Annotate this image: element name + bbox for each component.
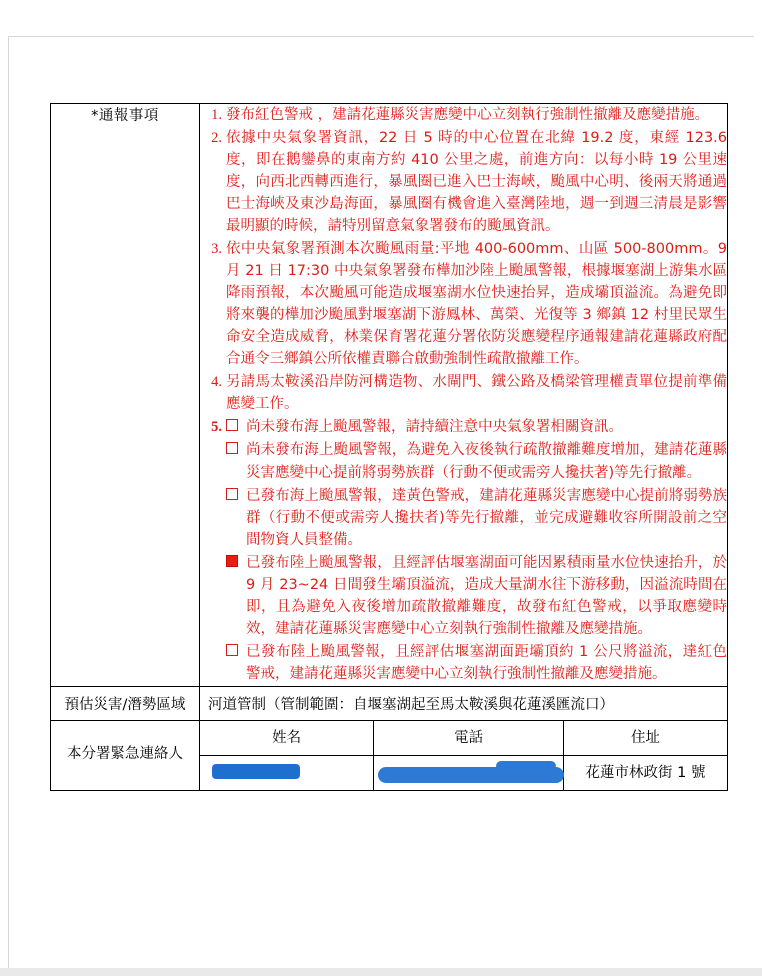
checkbox-option-list [226,416,727,684]
contact-header-name: 姓名 [200,721,374,756]
notification-table-wrapper [50,103,728,791]
notification-table [50,103,728,791]
contact-header-address: 住址 [563,721,727,756]
checkbox-option-selected[interactable] [226,552,727,640]
redaction-bar [496,761,556,771]
item-number: 5. [211,419,222,436]
damage-label: 預估災害/潛勢區域 [64,696,186,713]
contact-value-address: 花蓮市林政街 1 號 [563,755,727,790]
notify-content-cell [200,104,728,687]
table-row-damage [51,686,728,720]
checkbox-option-label: 已發布陸上颱風警報，且經評估堰塞湖面距壩頂約 1 公尺將溢流，達紅色警戒，建請花蓮縣災害應變中心立刻執行強制性撤離及應變措施。 [246,643,727,682]
table-row-notify [51,104,728,687]
item-number: 1. [211,107,222,123]
notify-label: *通報事項 [91,108,159,124]
checkbox-unchecked-icon[interactable] [226,488,238,500]
table-row-contact [51,720,728,790]
damage-label-cell [51,686,200,720]
checkbox-option[interactable] [226,485,727,551]
checkbox-unchecked-icon[interactable] [226,442,238,454]
damage-value: 河道管制（管制範圍：自堰塞湖起至馬太鞍溪與花蓮溪匯流口） [208,696,614,713]
checkbox-option-label: 尚未發布海上颱風警報，為避免入夜後執行疏散撤離難度增加，建請花蓮縣災害應變中心提前將弱勢族群（行動不便或需旁人攙扶著)等先行撤離。 [246,442,727,481]
contact-value-phone [374,755,564,790]
redaction-block [202,761,371,783]
redaction-bar [212,764,300,779]
item-text: 依據中央氣象署資訊，22 日 5 時的中心位置在北緯 19.2 度，東經 123.6 度，即在鵝鑾鼻的東南方約 410 公里之處，前進方向：以每小時 19 公里速度，向西北西轉西進行，暴風圈已進入巴士海峽，颱風中心明、後兩天將通過巴士海峽及東沙島海面，暴風圈有機會進入臺灣陸地，週一到週三清晨是影響最明顯的時候，請特別留意氣象署發布的颱風資訊。 [226,130,727,235]
contact-value-name [200,755,374,790]
checkbox-option[interactable] [226,416,727,438]
checkbox-unchecked-icon[interactable] [226,419,238,431]
item-text: 另請馬太鞍溪沿岸防河構造物、水閘門、鐵公路及橋梁管理權責單位提前準備應變工作。 [226,374,727,413]
checkbox-option-label: 已發布海上颱風警報，達黃色警戒，建請花蓮縣災害應變中心提前將弱勢族群（行動不便或需旁人攙扶者)等先行撤離，並完成避難收容所開設前之空間物資人員整備。 [246,487,727,548]
checkbox-option-label: 已發布陸上颱風警報，且經評估堰塞湖面可能因累積雨量水位快速抬升，於 9 月 23~24 日間發生壩頂溢流，造成大量湖水往下游移動，因溢流時間在即，且為避免入夜後增加疏散撤離難度，故發布紅色警戒，以爭取應變時效，建請花蓮縣災害應變中心立刻執行強制性撤離及應變措施。 [246,554,727,637]
checkbox-option-label: 尚未發布海上颱風警報，請持續注意中央氣象署相關資訊。 [246,419,623,436]
contact-table [200,721,727,790]
contact-header-phone: 電話 [374,721,564,756]
checkbox-option[interactable] [226,439,727,483]
table-row [200,721,727,756]
list-item [200,371,727,415]
item-number: 4. [211,374,222,391]
table-row [200,755,727,790]
notify-label-cell [51,104,200,687]
redaction-block [376,761,561,783]
list-item [200,238,727,370]
list-item [200,127,727,237]
list-item-options [200,416,727,684]
checkbox-option[interactable] [226,641,727,685]
damage-value-cell [200,686,728,720]
contact-label: 本分署緊急連絡人 [67,746,183,763]
list-item [200,104,727,126]
checkbox-checked-icon[interactable] [226,555,238,567]
notify-item-list [200,104,727,685]
contact-table-cell [200,720,728,790]
item-number: 2. [211,130,222,147]
contact-label-cell [51,720,200,790]
item-number: 3. [211,241,222,258]
item-text: 發布紅色警戒 ，建請花蓮縣災害應變中心立刻執行強制性撤離及應變措施。 [226,107,710,123]
page-bottom-strip [0,968,762,976]
checkbox-unchecked-icon[interactable] [226,644,238,656]
item-text: 依中央氣象署預測本次颱風雨量:平地 400-600mm、山區 500-800mm。9 月 21 日 17:30 中央氣象署發布樺加沙陸上颱風警報，根據堰塞湖上游集水區降雨預報，本次颱風可能造成堰塞湖水位快速抬昇，造成壩頂溢流。為避免即將來襲的樺加沙颱風對堰塞湖下游鳳林、萬榮、光復等 3 鄉鎮 12 村里民眾生命安全造成威脅，林業保育署花蓮分署依防災應變程序通報建請花蓮縣政府配合通令三鄉鎮公所依權責聯合啟動強制性疏散撤離工作。 [226,241,727,368]
